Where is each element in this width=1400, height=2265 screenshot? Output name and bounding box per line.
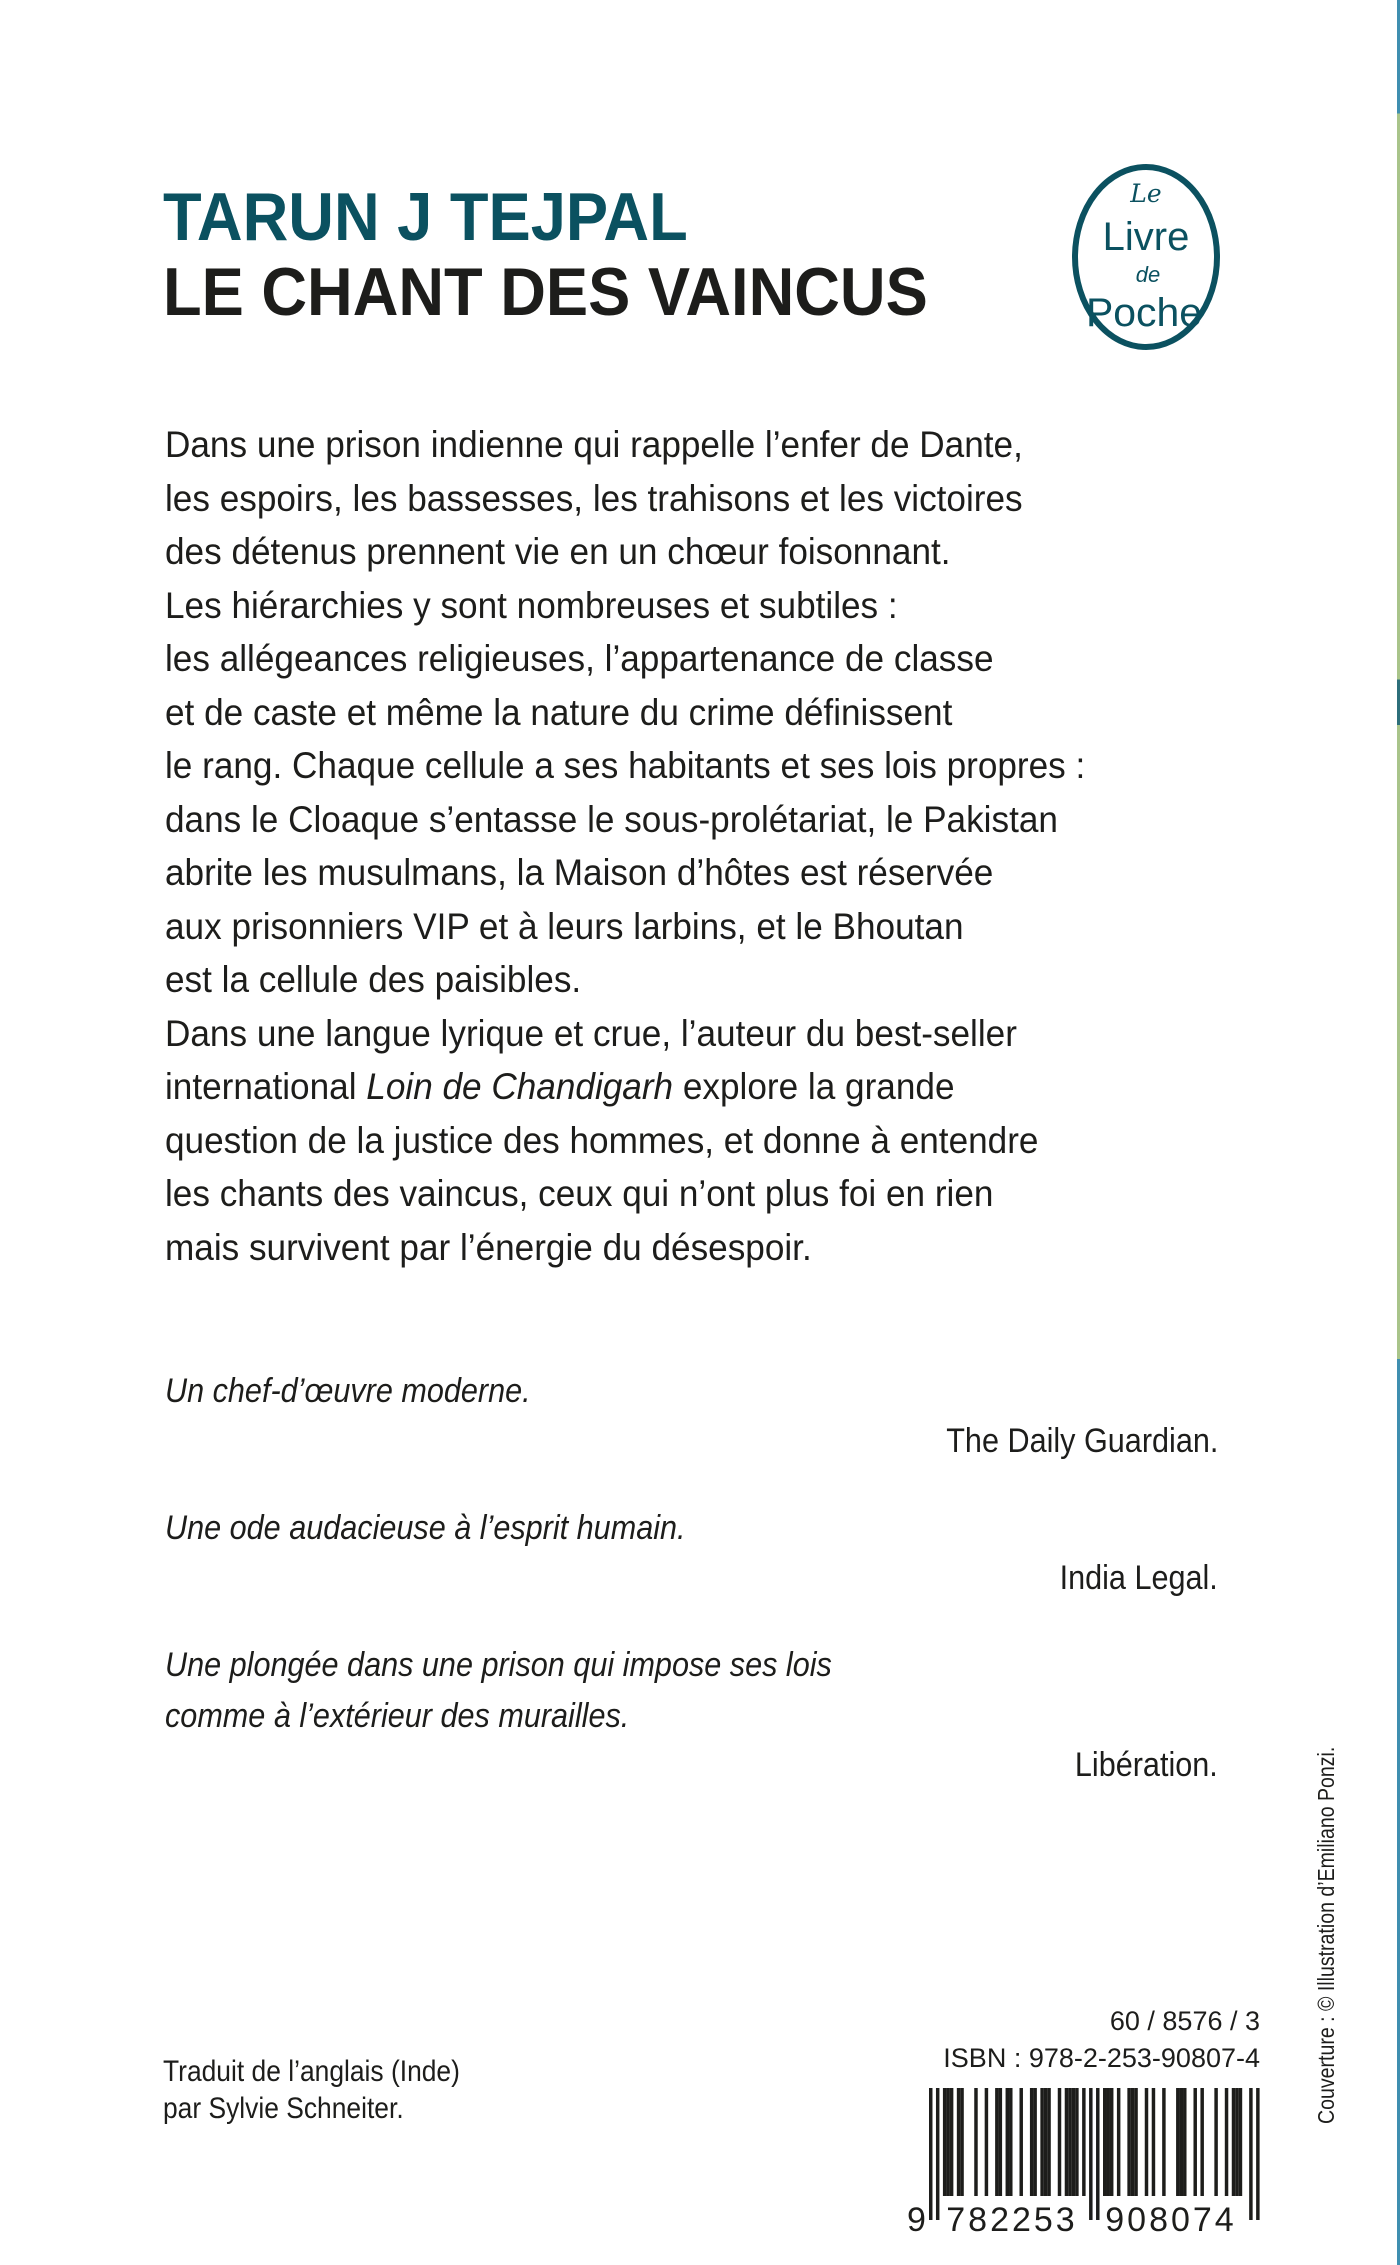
- blurb-line: aux prisonniers VIP et à leurs larbins, et le Bhoutan: [165, 905, 964, 947]
- barcode-digit-first: 9: [907, 2201, 926, 2233]
- blurb-line: Dans une langue lyrique et crue, l’auteur du best-seller: [165, 1012, 1017, 1054]
- barcode-bar: [1068, 2088, 1071, 2196]
- barcode-bar: [1162, 2088, 1165, 2196]
- logo-text-livre: Livre: [1102, 215, 1190, 259]
- blurb-line: les allégeances religieuses, l’appartenance de classe: [165, 638, 994, 679]
- blurb-text: explore la grande: [673, 1066, 955, 1107]
- blurb-line: question de la justice des hommes, et donne à entendre: [165, 1119, 1039, 1161]
- barcode-bar: [1033, 2088, 1036, 2196]
- barcode-bar: [960, 2088, 963, 2196]
- quote-text: Une plongée dans une prison qui impose ses lois: [165, 1646, 832, 1684]
- book-title: LE CHANT DES VAINCUS: [163, 254, 928, 330]
- barcode-bar: [1072, 2088, 1075, 2196]
- barcode-bar: [1044, 2088, 1047, 2196]
- translator-line: par Sylvie Schneiter.: [163, 2092, 404, 2125]
- barcode-bar: [1134, 2088, 1137, 2196]
- barcode-digits-left: 782253: [946, 2201, 1078, 2233]
- barcode-bar: [1235, 2088, 1238, 2196]
- barcode-bar: [936, 2088, 939, 2220]
- blurb-text: international: [165, 1066, 367, 1107]
- blurb-line: les espoirs, les bassesses, les trahisons et les victoires: [165, 477, 1023, 519]
- barcode-bar: [1106, 2088, 1109, 2196]
- blurb-line: Dans une prison indienne qui rappelle l’enfer de Dante,: [165, 424, 1023, 465]
- blurb-line: et de caste et même la nature du crime définissent: [165, 691, 953, 733]
- isbn: ISBN : 978-2-253-90807-4: [943, 2043, 1260, 2073]
- barcode-bar: [1019, 2088, 1022, 2196]
- blurb-line: des détenus prennent vie en un chœur foisonnant.: [165, 531, 951, 572]
- publisher-logo: [1070, 162, 1222, 352]
- barcode-bar: [1193, 2088, 1196, 2196]
- blurb-line: abrite les musulmans, la Maison d’hôtes est réservée: [165, 852, 994, 893]
- barcode-bar: [1131, 2088, 1134, 2196]
- barcode-bar: [1152, 2088, 1155, 2196]
- barcode-bar: [929, 2088, 932, 2220]
- barcode: [905, 2088, 1265, 2233]
- cover-credit-text: Couverture : © Illustration d’Emiliano Ponzi.: [1313, 1746, 1339, 2124]
- barcode-bar: [957, 2088, 960, 2196]
- barcode-bar: [1110, 2088, 1113, 2196]
- translator-credit: [163, 2053, 460, 2127]
- blurb-line: est la cellule des paisibles.: [165, 959, 582, 1000]
- barcode-bar: [1176, 2088, 1179, 2196]
- logo-text-le: Le: [1130, 179, 1162, 208]
- barcode-bar: [943, 2088, 946, 2196]
- barcode-bar: [1075, 2088, 1078, 2196]
- barcode-bar: [1214, 2088, 1217, 2196]
- barcode-bar: [1200, 2088, 1203, 2196]
- quote-text: comme à l’extérieur des murailles.: [165, 1697, 630, 1735]
- barcode-bar: [1225, 2088, 1228, 2196]
- blurb-line: mais survivent par l’énergie du désespoir.: [165, 1226, 812, 1268]
- barcode-digits-right: 908074: [1105, 2201, 1237, 2233]
- logo-text-poche: Poche: [1086, 291, 1202, 335]
- quote-source: India Legal.: [1059, 1559, 1218, 1597]
- blurb: [165, 418, 1134, 1274]
- quote-text: Un chef-d’œuvre moderne.: [165, 1372, 531, 1410]
- catalog-number: 60 / 8576 / 3: [1109, 2006, 1260, 2036]
- book-reference: Loin de Chandigarh: [366, 1066, 674, 1107]
- barcode-bar: [1006, 2088, 1009, 2196]
- barcode-bar: [1040, 2088, 1043, 2196]
- barcode-bar: [999, 2088, 1002, 2196]
- barcode-bar: [1047, 2088, 1050, 2196]
- barcode-bar: [1089, 2088, 1092, 2220]
- barcode-bar: [950, 2088, 953, 2196]
- barcode-bar: [1239, 2088, 1242, 2196]
- quote-text: Une ode audacieuse à l’esprit humain.: [165, 1509, 686, 1547]
- blurb-line: les chants des vaincus, ceux qui n’ont plus foi en rien: [165, 1173, 994, 1214]
- barcode-bar: [1103, 2088, 1106, 2196]
- barcode-bar: [1065, 2088, 1068, 2196]
- barcode-bar: [946, 2088, 949, 2196]
- quote-source: Libération.: [1075, 1746, 1218, 1784]
- barcode-bar: [1180, 2088, 1183, 2196]
- blurb-line: [165, 1060, 1085, 1114]
- barcode-bar: [995, 2088, 998, 2196]
- barcode-bar: [1232, 2088, 1235, 2196]
- blurb-line: Les hiérarchies y sont nombreuses et subtiles :: [165, 584, 898, 626]
- barcode-bar: [1082, 2088, 1085, 2196]
- barcode-bar: [985, 2088, 988, 2196]
- blurb-line: le rang. Chaque cellule a ses habitants et ses lois propres :: [165, 745, 1086, 786]
- author-name: TARUN J TEJPAL: [163, 179, 688, 255]
- barcode-bar: [1009, 2088, 1012, 2196]
- quote-source: The Daily Guardian.: [945, 1422, 1218, 1460]
- blurb-line: dans le Cloaque s’entasse le sous-prolétariat, le Pakistan: [165, 798, 1058, 840]
- barcode-bar: [1145, 2088, 1148, 2196]
- barcode-bar: [974, 2088, 977, 2196]
- barcode-bar: [1096, 2088, 1099, 2220]
- translator-line: Traduit de l’anglais (Inde): [163, 2055, 460, 2088]
- barcode-bar: [1256, 2088, 1259, 2220]
- cover-credit: [1313, 1680, 1340, 2124]
- barcode-bar: [1249, 2088, 1252, 2220]
- barcode-bar: [1127, 2088, 1130, 2196]
- logo-text-de: de: [1135, 262, 1161, 287]
- barcode-bar: [1058, 2088, 1061, 2196]
- barcode-bar: [1030, 2088, 1033, 2196]
- barcode-bar: [1183, 2088, 1186, 2196]
- barcode-bar: [1117, 2088, 1120, 2196]
